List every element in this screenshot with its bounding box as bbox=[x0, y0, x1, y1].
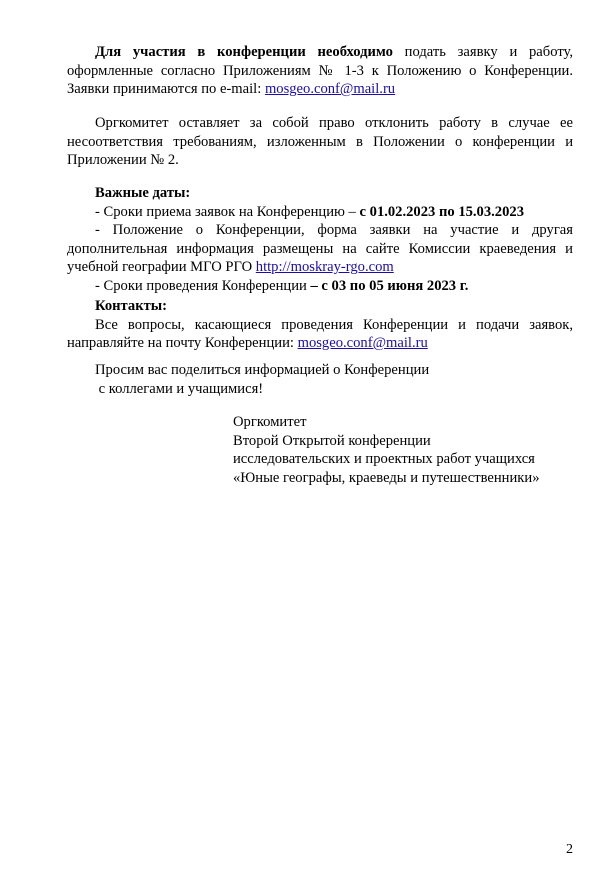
email-prefix: Заявки принимаются по e-mail: bbox=[67, 81, 265, 97]
dates-item-applications-range: с 01.02.2023 по 15.03.2023 bbox=[359, 203, 524, 220]
request-line-2: с коллегами и учащимися! bbox=[95, 380, 264, 397]
signature-block bbox=[233, 413, 593, 487]
dates-item-info-line-2: дополнительная информация размещены на сайте Комиссии краеведения и bbox=[67, 240, 573, 257]
dates-item-conference-range: – с 03 по 05 июня 2023 г. bbox=[310, 277, 469, 294]
rights-paragraph bbox=[67, 114, 573, 170]
rights-line-3: Приложении № 2. bbox=[67, 152, 179, 168]
important-dates-heading: Важные даты: bbox=[95, 185, 191, 201]
participation-paragraph bbox=[67, 43, 573, 99]
participation-bold-lead: Для участия в конференции необходимо bbox=[95, 44, 393, 60]
site-link[interactable]: http://moskray-rgo.com bbox=[255, 259, 394, 275]
dates-item-info-line-3 bbox=[67, 258, 573, 277]
site-prefix: учебной географии МГО РГО bbox=[67, 259, 256, 275]
contacts-line-1: Все вопросы, касающиеся проведения Конференции и подачи заявок, bbox=[95, 316, 573, 333]
page-number: 2 bbox=[566, 842, 573, 857]
contacts-email-prefix: направляйте на почту Конференции: bbox=[67, 335, 298, 351]
request-line-1: Просим вас поделиться информацией о Конференции bbox=[95, 362, 430, 378]
rights-line-2: несоответствия требованиям, изложенным в Положении о конференции и bbox=[67, 133, 573, 150]
request-paragraph bbox=[67, 361, 573, 398]
signature-line-3: исследовательских и проектных работ учащихся bbox=[233, 451, 535, 467]
participation-line-1 bbox=[67, 43, 573, 62]
contacts-line-2 bbox=[67, 334, 573, 353]
email-link[interactable]: mosgeo.conf@mail.ru bbox=[264, 81, 396, 97]
dates-item-conference bbox=[67, 277, 573, 296]
signature-line-1: Оргкомитет bbox=[233, 414, 307, 430]
contacts-section bbox=[67, 297, 573, 353]
participation-line-2: оформленные согласно Приложениям № 1-3 к Положению о Конференции. bbox=[67, 62, 573, 79]
participation-line-1-rest: подать заявку и работу, bbox=[392, 44, 573, 60]
contacts-email-link[interactable]: mosgeo.conf@mail.ru bbox=[297, 335, 428, 351]
dates-item-applications bbox=[67, 203, 573, 222]
signature-line-2: Второй Открытой конференции bbox=[233, 432, 431, 449]
dates-item-applications-text: - Сроки приема заявок на Конференцию – bbox=[95, 203, 360, 220]
participation-line-3 bbox=[67, 80, 573, 99]
contacts-heading: Контакты: bbox=[95, 298, 168, 314]
rights-line-1: Оргкомитет оставляет за собой право отклонить работу в случае ее bbox=[95, 115, 573, 131]
important-dates-section bbox=[67, 184, 573, 295]
signature-line-4: «Юные географы, краеведы и путешественники» bbox=[233, 469, 540, 486]
dates-item-conference-text: - Сроки проведения Конференции bbox=[95, 277, 311, 294]
dates-item-info-line-1: - Положение о Конференции, форма заявки на участие и другая bbox=[95, 222, 573, 238]
